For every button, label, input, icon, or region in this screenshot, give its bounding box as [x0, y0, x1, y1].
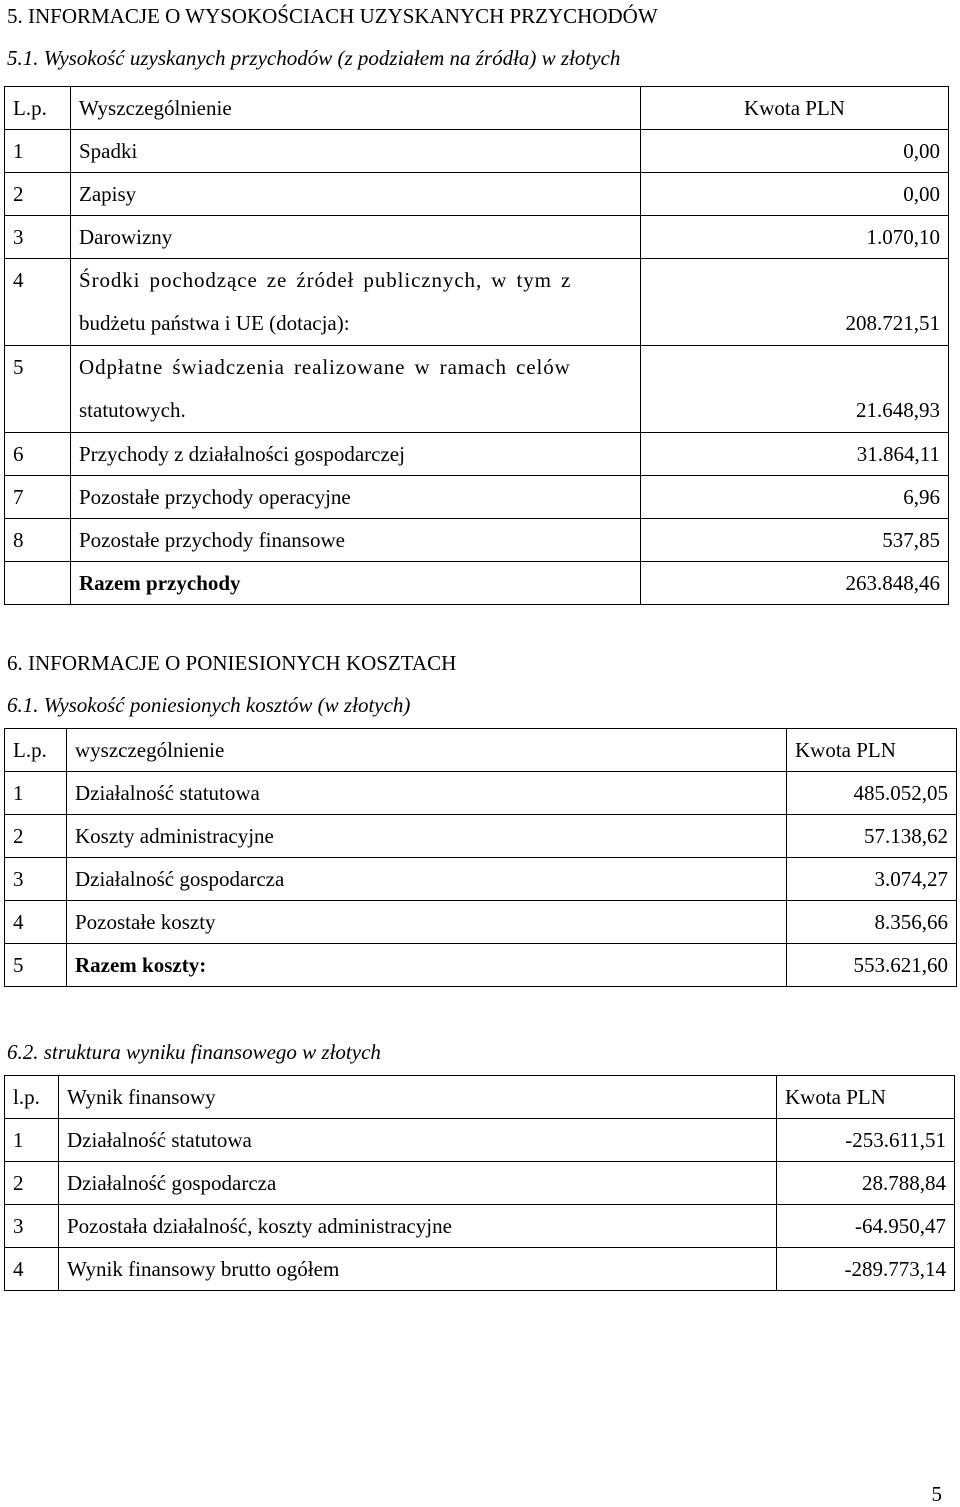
row-lp: 1: [5, 130, 71, 173]
result-table: [4, 1075, 955, 1291]
row-lp: 6: [5, 433, 71, 476]
table-row: [5, 1119, 955, 1162]
row-lp: 4: [5, 901, 67, 944]
row-amount: 57.138,62: [787, 815, 957, 858]
row-amount: -253.611,51: [777, 1119, 955, 1162]
revenue-table: [4, 86, 949, 605]
row-amount: 537,85: [641, 519, 949, 562]
row-label-line1: Środki pochodzące ze źródeł publicznych, w tym z: [79, 268, 572, 292]
row-amount: 28.788,84: [777, 1162, 955, 1205]
header-lp: L.p.: [5, 729, 67, 772]
section6-subheading: 6.1. Wysokość poniesionych kosztów (w złotych): [7, 693, 411, 717]
row-label: [71, 346, 641, 433]
row-lp: 3: [5, 858, 67, 901]
table-header-row: [5, 87, 949, 130]
header-amount: Kwota PLN: [777, 1076, 955, 1119]
row-lp: 1: [5, 772, 67, 815]
total-label: Razem przychody: [71, 562, 641, 605]
row-label: Koszty administracyjne: [67, 815, 787, 858]
header-amount: Kwota PLN: [787, 729, 957, 772]
costs-table: [4, 728, 957, 987]
row-lp: 2: [5, 173, 71, 216]
row-amount: 31.864,11: [641, 433, 949, 476]
header-lp: l.p.: [5, 1076, 59, 1119]
row-label: Pozostałe koszty: [67, 901, 787, 944]
table-row: [5, 901, 957, 944]
row-lp: 7: [5, 476, 71, 519]
row-label-line2: statutowych.: [79, 398, 186, 422]
section5-heading: 5. INFORMACJE O WYSOKOŚCIACH UZYSKANYCH PRZYCHODÓW: [7, 4, 658, 28]
header-label: Wyszczególnienie: [71, 87, 641, 130]
row-label: Pozostałe przychody finansowe: [71, 519, 641, 562]
row-amount: 21.648,93: [641, 346, 949, 433]
table-header-row: [5, 1076, 955, 1119]
table-total-row: [5, 944, 957, 987]
total-label: Razem koszty:: [67, 944, 787, 987]
row-amount: 0,00: [641, 173, 949, 216]
table-row: [5, 858, 957, 901]
section5-subheading: 5.1. Wysokość uzyskanych przychodów (z podziałem na źródła) w złotych: [7, 46, 621, 70]
table-row: [5, 815, 957, 858]
row-lp: 5: [5, 944, 67, 987]
row-amount: 1.070,10: [641, 216, 949, 259]
row-lp: 3: [5, 1205, 59, 1248]
table-total-row: [5, 562, 949, 605]
row-amount: 3.074,27: [787, 858, 957, 901]
row-lp: 5: [5, 346, 71, 433]
table-row: [5, 259, 949, 346]
table-row: [5, 433, 949, 476]
page-number: 5: [931, 1482, 942, 1506]
row-lp: 2: [5, 1162, 59, 1205]
row-label: Spadki: [71, 130, 641, 173]
row-label: Działalność statutowa: [59, 1119, 777, 1162]
table-row: [5, 476, 949, 519]
table-row: [5, 173, 949, 216]
row-amount: 0,00: [641, 130, 949, 173]
row-label: Działalność gospodarcza: [67, 858, 787, 901]
header-label: Wynik finansowy: [59, 1076, 777, 1119]
table-row: [5, 772, 957, 815]
total-amount: 263.848,46: [641, 562, 949, 605]
row-label-line2: budżetu państwa i UE (dotacja):: [79, 311, 350, 335]
row-amount: 208.721,51: [641, 259, 949, 346]
row-amount: -289.773,14: [777, 1248, 955, 1291]
row-lp: 3: [5, 216, 71, 259]
row-label: Zapisy: [71, 173, 641, 216]
row-label: Wynik finansowy brutto ogółem: [59, 1248, 777, 1291]
row-lp-empty: [5, 562, 71, 605]
row-lp: 4: [5, 1248, 59, 1291]
row-lp: 4: [5, 259, 71, 346]
row-label: Pozostała działalność, koszty administracyjne: [59, 1205, 777, 1248]
table-row: [5, 1205, 955, 1248]
table-header-row: [5, 729, 957, 772]
section62-subheading: 6.2. struktura wyniku finansowego w złotych: [7, 1040, 381, 1064]
row-label: [71, 259, 641, 346]
header-label: wyszczególnienie: [67, 729, 787, 772]
row-amount: -64.950,47: [777, 1205, 955, 1248]
row-label: Działalność gospodarcza: [59, 1162, 777, 1205]
section6-heading: 6. INFORMACJE O PONIESIONYCH KOSZTACH: [7, 651, 457, 675]
row-label: Działalność statutowa: [67, 772, 787, 815]
table-row: [5, 346, 949, 433]
table-row: [5, 1162, 955, 1205]
row-amount: 8.356,66: [787, 901, 957, 944]
row-amount: 485.052,05: [787, 772, 957, 815]
row-label: Darowizny: [71, 216, 641, 259]
row-lp: 8: [5, 519, 71, 562]
row-amount: 6,96: [641, 476, 949, 519]
row-label: Pozostałe przychody operacyjne: [71, 476, 641, 519]
table-row: [5, 130, 949, 173]
table-row: [5, 216, 949, 259]
row-label-line1: Odpłatne świadczenia realizowane w ramach celów: [79, 355, 571, 379]
row-lp: 1: [5, 1119, 59, 1162]
total-amount: 553.621,60: [787, 944, 957, 987]
table-row: [5, 1248, 955, 1291]
row-lp: 2: [5, 815, 67, 858]
table-row: [5, 519, 949, 562]
row-label: Przychody z działalności gospodarczej: [71, 433, 641, 476]
header-amount: Kwota PLN: [641, 87, 949, 130]
header-lp: L.p.: [5, 87, 71, 130]
